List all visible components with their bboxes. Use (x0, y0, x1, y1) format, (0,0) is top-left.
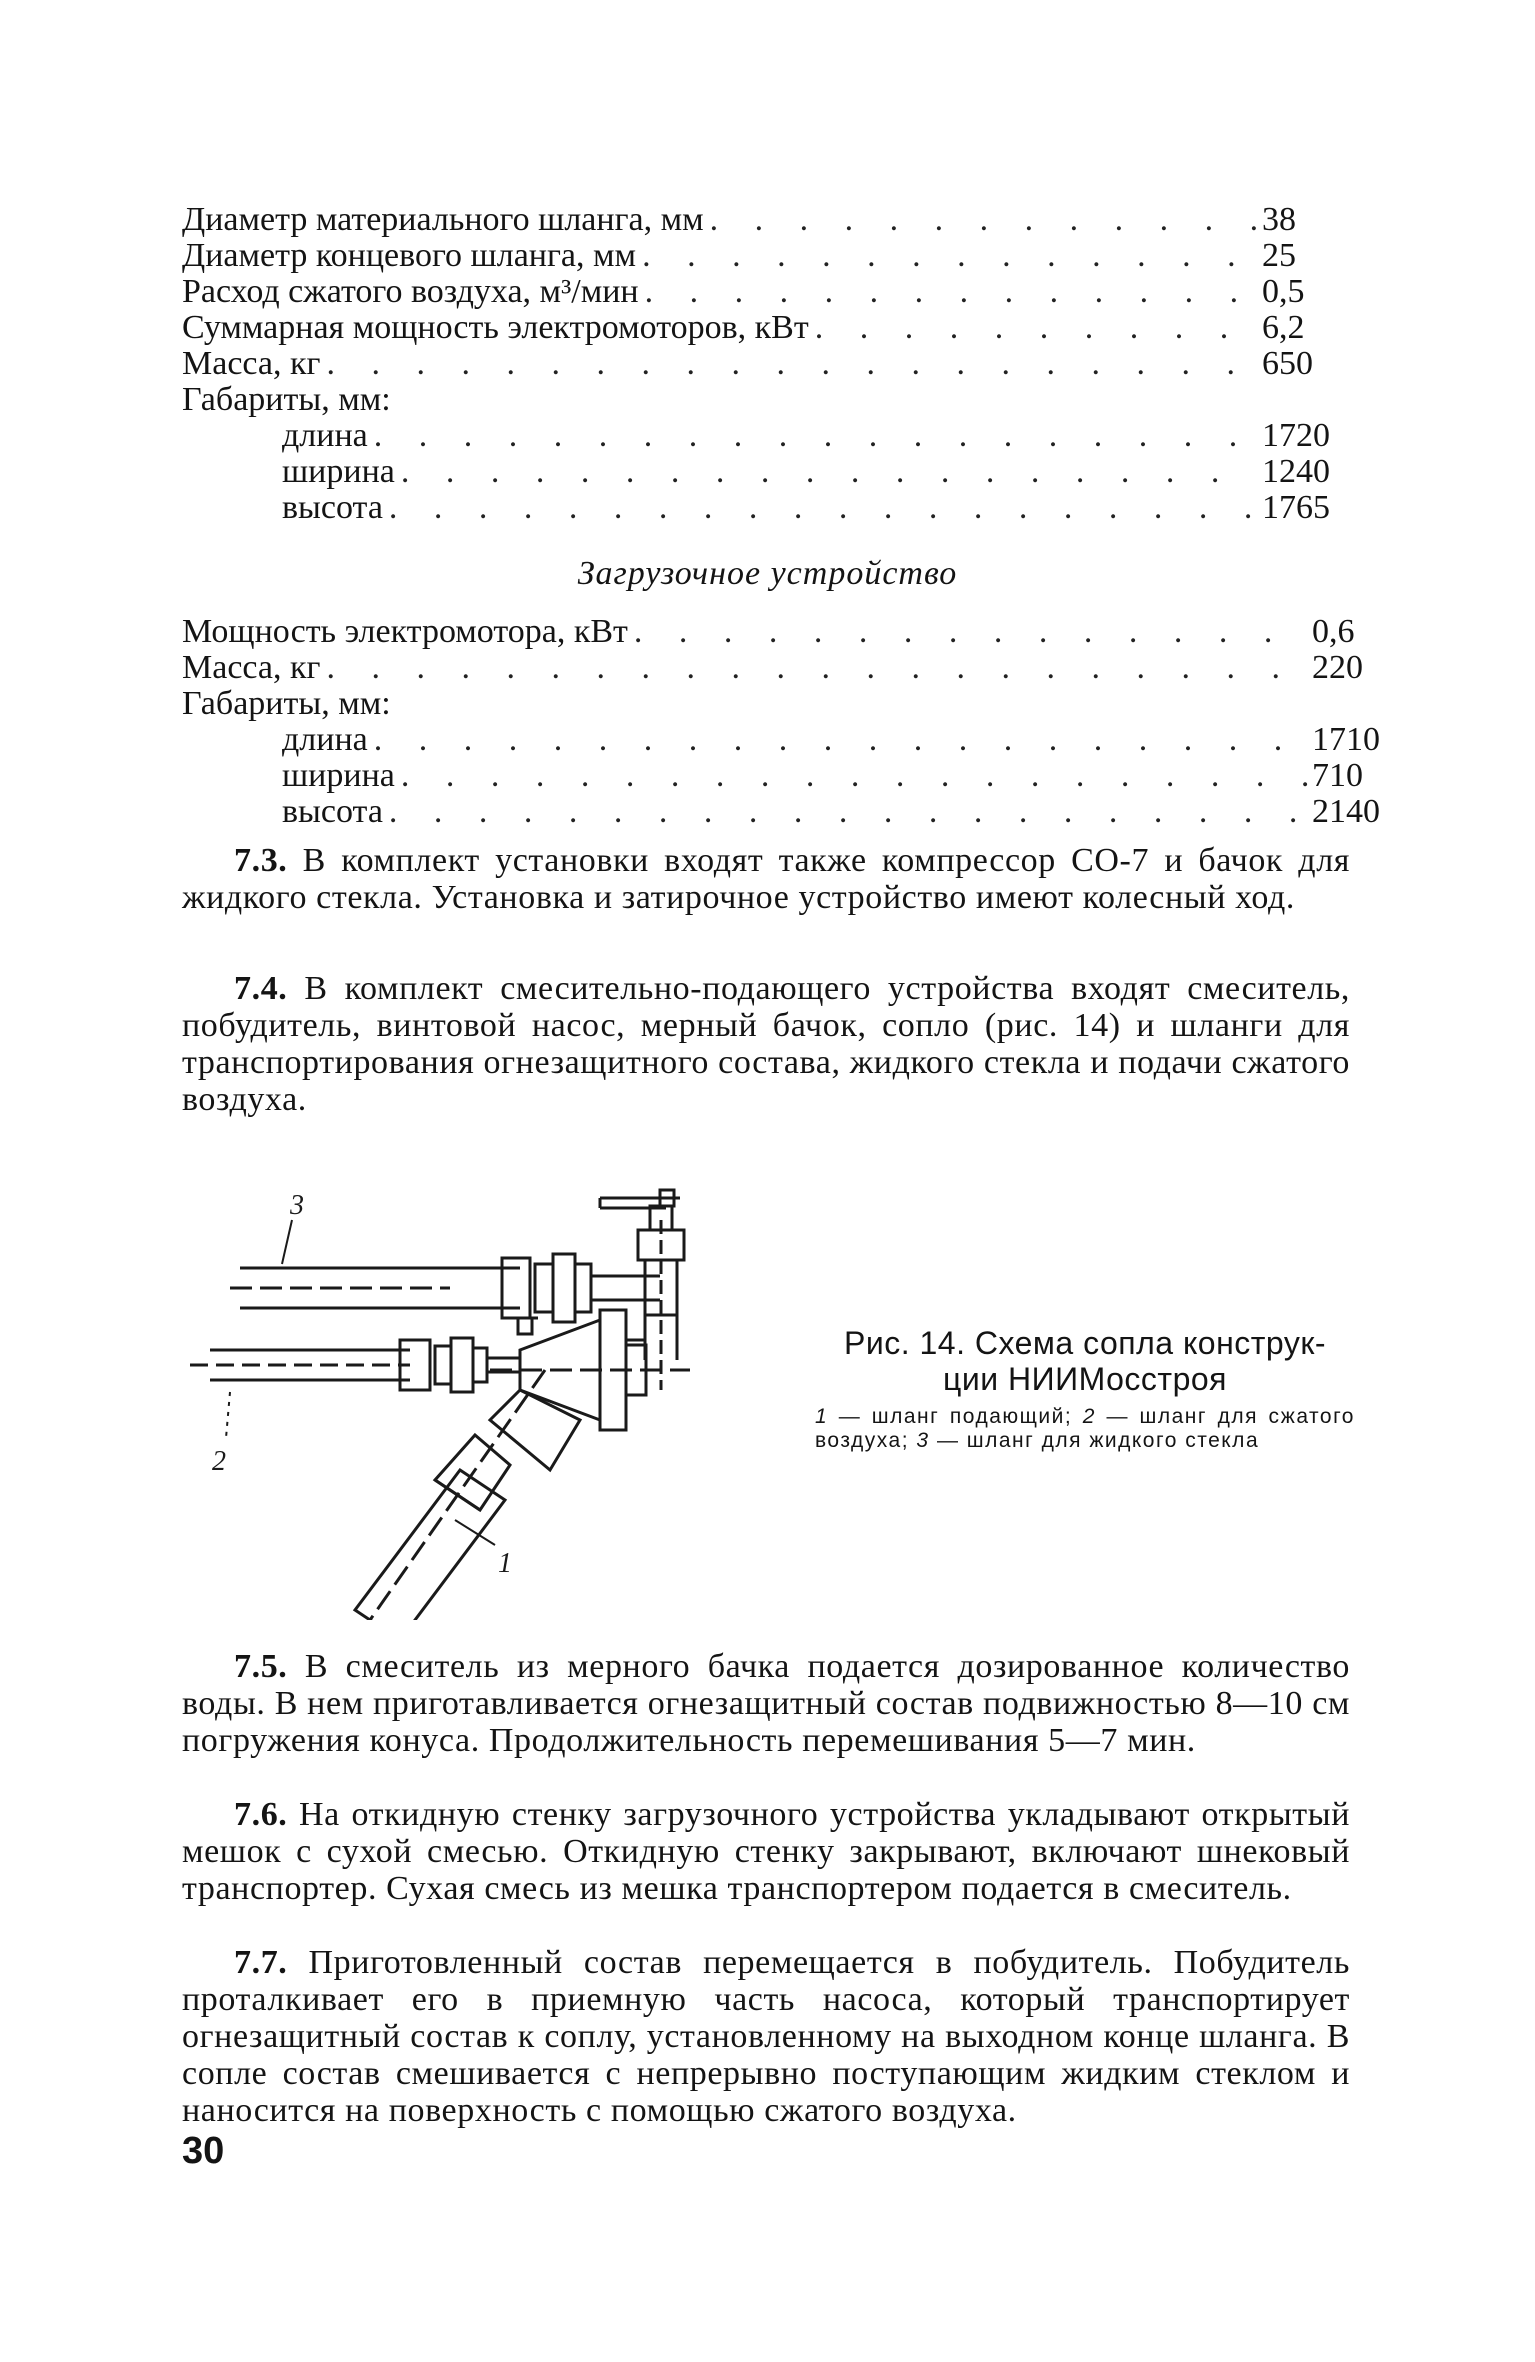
page-number: 30 (182, 2130, 225, 2172)
spec-value: 1765 (1262, 489, 1330, 526)
spec-value: 1240 (1262, 453, 1330, 490)
figure-label-3: 3 (290, 1190, 304, 1221)
spec-label: высота (282, 489, 383, 526)
spec-row (182, 238, 1332, 274)
spec-row (182, 614, 1382, 650)
spec-row (182, 346, 1332, 382)
legend-text: — шланг подающий; (838, 1405, 1073, 1428)
figure-caption (815, 1325, 1355, 1453)
paragraph-text: В смеситель из мерного бачка подается дозированное количество воды. В нем приготавливается огнезащитный состав подвижностью 8—10 см погружения конуса. Продолжительность перемешивания 5—7 мин. (182, 1648, 1350, 1759)
paragraph-number: 7.7. (234, 1944, 288, 1981)
spec-value: 1710 (1312, 721, 1380, 758)
spec-value: 220 (1312, 649, 1363, 686)
figure-title-line2: ции НИИМосстроя (943, 1361, 1227, 1397)
spec-label: Диаметр концевого шланга, мм (182, 237, 637, 274)
spec-value: 2140 (1312, 793, 1380, 830)
legend-text: — шланг для жидкого стекла (936, 1429, 1260, 1452)
figure-title-line1: Рис. 14. Схема сопла конструк- (843, 1325, 1327, 1361)
dot-leader (395, 758, 1308, 794)
spec-label: длина (282, 721, 368, 758)
spec-value: 38 (1262, 201, 1296, 238)
spec-row-heading (182, 382, 1332, 418)
dot-leader (383, 794, 1308, 830)
spec-row (182, 650, 1382, 686)
paragraph-7-3 (182, 842, 1350, 916)
spec-value: 710 (1312, 757, 1363, 794)
dot-leader (636, 238, 1258, 274)
spec-value: 650 (1262, 345, 1313, 382)
spec-row (182, 202, 1332, 238)
spec-row (182, 722, 1382, 758)
paragraph-7-7 (182, 1944, 1350, 2129)
spec-label: Суммарная мощность электромоторов, кВт (182, 309, 809, 346)
paragraph-number: 7.5. (234, 1648, 288, 1685)
dot-leader (368, 722, 1308, 758)
paragraph-text: В комплект смесительно-подающего устройства входят смеситель, побудитель, винтовой насос, мерный бачок, сопло (рис. 14) и шланги для транспортирования огнезащитного состава, жидкого стекла и подачи сжатого воздуха. (182, 970, 1350, 1118)
spec-value: 0,5 (1262, 273, 1305, 310)
spec-row (182, 794, 1382, 830)
section-subtitle: Загрузочное устройство (577, 555, 958, 592)
legend-number: 3 (916, 1429, 930, 1452)
spec-row (182, 274, 1332, 310)
spec-row (182, 490, 1332, 526)
paragraph-text: Приготовленный состав перемещается в побудитель. Побудитель проталкивает его в приемную часть насоса, который транспортирует огнезащитный состав к соплу, установленному на выходном конце шланга. В сопле состав смешивается с непрерывно поступающим жидким стеклом и наносится на поверхность с помощью сжатого воздуха. (182, 1944, 1350, 2129)
spec-label: длина (282, 417, 368, 454)
paragraph-number: 7.4. (234, 970, 288, 1007)
spec-row (182, 418, 1332, 454)
legend-text: — шланг для сжатого воздуха; (815, 1405, 1355, 1452)
legend-number: 1 (815, 1405, 829, 1428)
spec-row-heading (182, 686, 1382, 722)
figure-label-2: 2 (212, 1446, 226, 1477)
figure-label-1: 1 (498, 1548, 512, 1579)
spec-row (182, 310, 1332, 346)
paragraph-7-4 (182, 970, 1350, 1118)
figure-legend (815, 1405, 1355, 1453)
dot-leader (704, 202, 1258, 238)
spec-label: Мощность электромотора, кВт (182, 613, 628, 650)
paragraph-text: На откидную стенку загрузочного устройства укладывают открытый мешок с сухой смесью. Откидную стенку закрывают, включают шнековый транспортер. Сухая смесь из мешка транспортером подается в смеситель. (182, 1796, 1351, 1907)
spec-value: 6,2 (1262, 309, 1305, 346)
spec-label: Масса, кг (182, 345, 321, 382)
spec-label: высота (282, 793, 383, 830)
spec-list-main (182, 202, 1332, 526)
spec-value: 0,6 (1312, 613, 1355, 650)
paragraph-7-5 (182, 1648, 1350, 1759)
spec-label: Габариты, мм: (182, 381, 391, 418)
dot-leader (383, 490, 1258, 526)
paragraph-7-6 (182, 1796, 1350, 1907)
spec-row (182, 454, 1332, 490)
spec-label: Диаметр материального шланга, мм (182, 201, 704, 238)
spec-label: ширина (282, 453, 395, 490)
dot-leader (368, 418, 1258, 454)
dot-leader (320, 650, 1308, 686)
spec-label: Масса, кг (182, 649, 321, 686)
spec-value: 25 (1262, 237, 1296, 274)
dot-leader (628, 614, 1308, 650)
legend-number: 2 (1082, 1405, 1096, 1428)
paragraph-number: 7.3. (234, 842, 288, 879)
spec-row (182, 758, 1382, 794)
spec-label: ширина (282, 757, 395, 794)
dot-leader (639, 274, 1258, 310)
spec-list-loader (182, 614, 1382, 830)
paragraph-number: 7.6. (234, 1796, 288, 1833)
spec-label: Габариты, мм: (182, 685, 391, 722)
spec-value: 1720 (1262, 417, 1330, 454)
dot-leader (395, 454, 1258, 490)
spec-label: Расход сжатого воздуха, м³/мин (182, 273, 639, 310)
dot-leader (320, 346, 1258, 382)
nozzle-diagram (190, 1180, 770, 1620)
paragraph-text: В комплект установки входят также компрессор СО-7 и бачок для жидкого стекла. Установка и затирочное устройство имеют колесный ход. (182, 842, 1350, 916)
dot-leader (809, 310, 1258, 346)
